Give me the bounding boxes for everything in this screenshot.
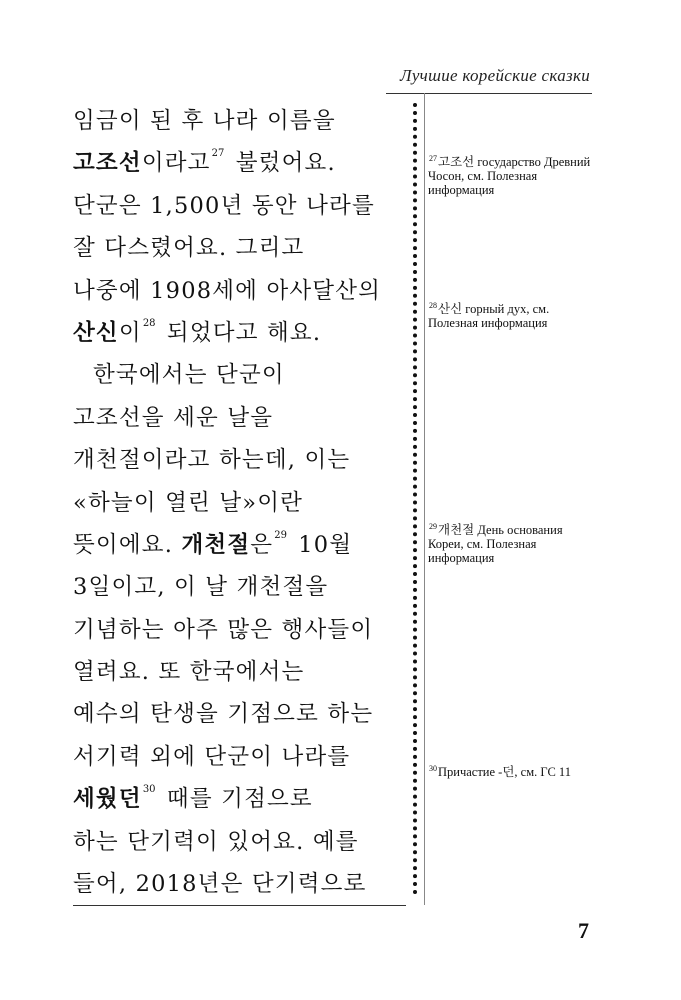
footnote-text: горный дух, см. Полезная информация	[428, 302, 550, 330]
text-fragment: 은	[250, 531, 274, 558]
footnote-term: 개천절	[438, 522, 475, 537]
text-fragment: 불렀어요.	[235, 150, 336, 177]
footnote-number: 29	[429, 522, 437, 531]
text-fragment: 이	[118, 319, 142, 346]
term-sewotdeon: 세웠던	[73, 786, 142, 813]
text-line-14: 열려요. 또 한국에서는	[73, 659, 305, 686]
text-line-5: 나중에 1908세에 아사달산의	[73, 277, 382, 304]
footnote-30	[428, 765, 594, 779]
text-line-4: 잘 다스렸어요. 그리고	[73, 235, 305, 262]
bottom-rule	[73, 905, 406, 906]
footnote-number: 30	[429, 764, 437, 773]
footnote-ref-27[interactable]: 27	[211, 148, 225, 160]
text-line-18: 하는 단기력이 있어요. 예를	[73, 828, 359, 855]
term-gojoseon: 고조선	[73, 150, 142, 177]
text-line-12: 3일이고, 이 날 개천절을	[73, 574, 329, 601]
text-line-9: 개천절이라고 하는데, 이는	[73, 447, 351, 474]
footnote-28	[428, 302, 594, 330]
text-line-17	[73, 778, 408, 820]
term-gaecheonjeol: 개천절	[181, 531, 251, 558]
text-fragment: 10월	[298, 531, 353, 558]
text-fragment: 이라고	[141, 150, 211, 177]
running-header: Лучшие корейские сказки	[400, 66, 590, 85]
footnote-ref-29[interactable]: 29	[274, 529, 287, 541]
footnote-term-prefix: Причастие -	[438, 765, 503, 779]
text-line-8: 고조선을 세운 날을	[73, 404, 274, 431]
footnote-term: 고조선	[438, 154, 475, 169]
text-line-19: 들어, 2018년은 단기력으로	[73, 871, 367, 898]
footnote-29	[428, 523, 594, 565]
footnote-term: 산신	[438, 301, 463, 316]
text-line-2	[73, 142, 408, 184]
page-number: 7	[578, 918, 589, 943]
footnote-ref-28[interactable]: 28	[142, 317, 156, 329]
footnote-text: День основания Кореи, см. Полезная информация	[428, 523, 563, 565]
text-line-11	[73, 524, 408, 566]
text-line-3: 단군은 1,500년 동안 나라를	[73, 192, 375, 219]
main-text	[73, 100, 408, 905]
text-line-10: «하늘이 열린 날»이란	[73, 489, 304, 516]
text-line-13: 기념하는 아주 많은 행사들이	[73, 616, 374, 643]
footnote-text: государство Древний Чосон, см. Полезная информация	[428, 155, 591, 197]
header-rule	[386, 93, 592, 94]
footnote-text: , см. ГС 11	[514, 765, 571, 779]
text-fragment: 되었다고 해요.	[166, 319, 322, 346]
text-line-15: 예수의 탄생을 기점으로 하는	[73, 701, 374, 728]
footnote-term: 던	[502, 764, 515, 779]
text-line-6	[73, 312, 408, 354]
dotted-column-divider	[413, 103, 421, 895]
margin-rule	[424, 93, 425, 905]
text-line-7: 한국에서는 단군이	[93, 362, 285, 389]
text-line-16: 서기력 외에 단군이 나라를	[73, 743, 351, 770]
footnote-ref-30[interactable]: 30	[142, 784, 156, 796]
term-sansin: 산신	[73, 319, 119, 346]
footnote-27	[428, 155, 594, 197]
text-line-1: 임금이 된 후 나라 이름을	[73, 108, 336, 134]
text-fragment: 때를 기점으로	[166, 786, 313, 813]
text-fragment: 뜻이에요.	[73, 531, 174, 558]
footnote-number: 28	[429, 301, 437, 310]
footnote-number: 27	[429, 154, 437, 163]
